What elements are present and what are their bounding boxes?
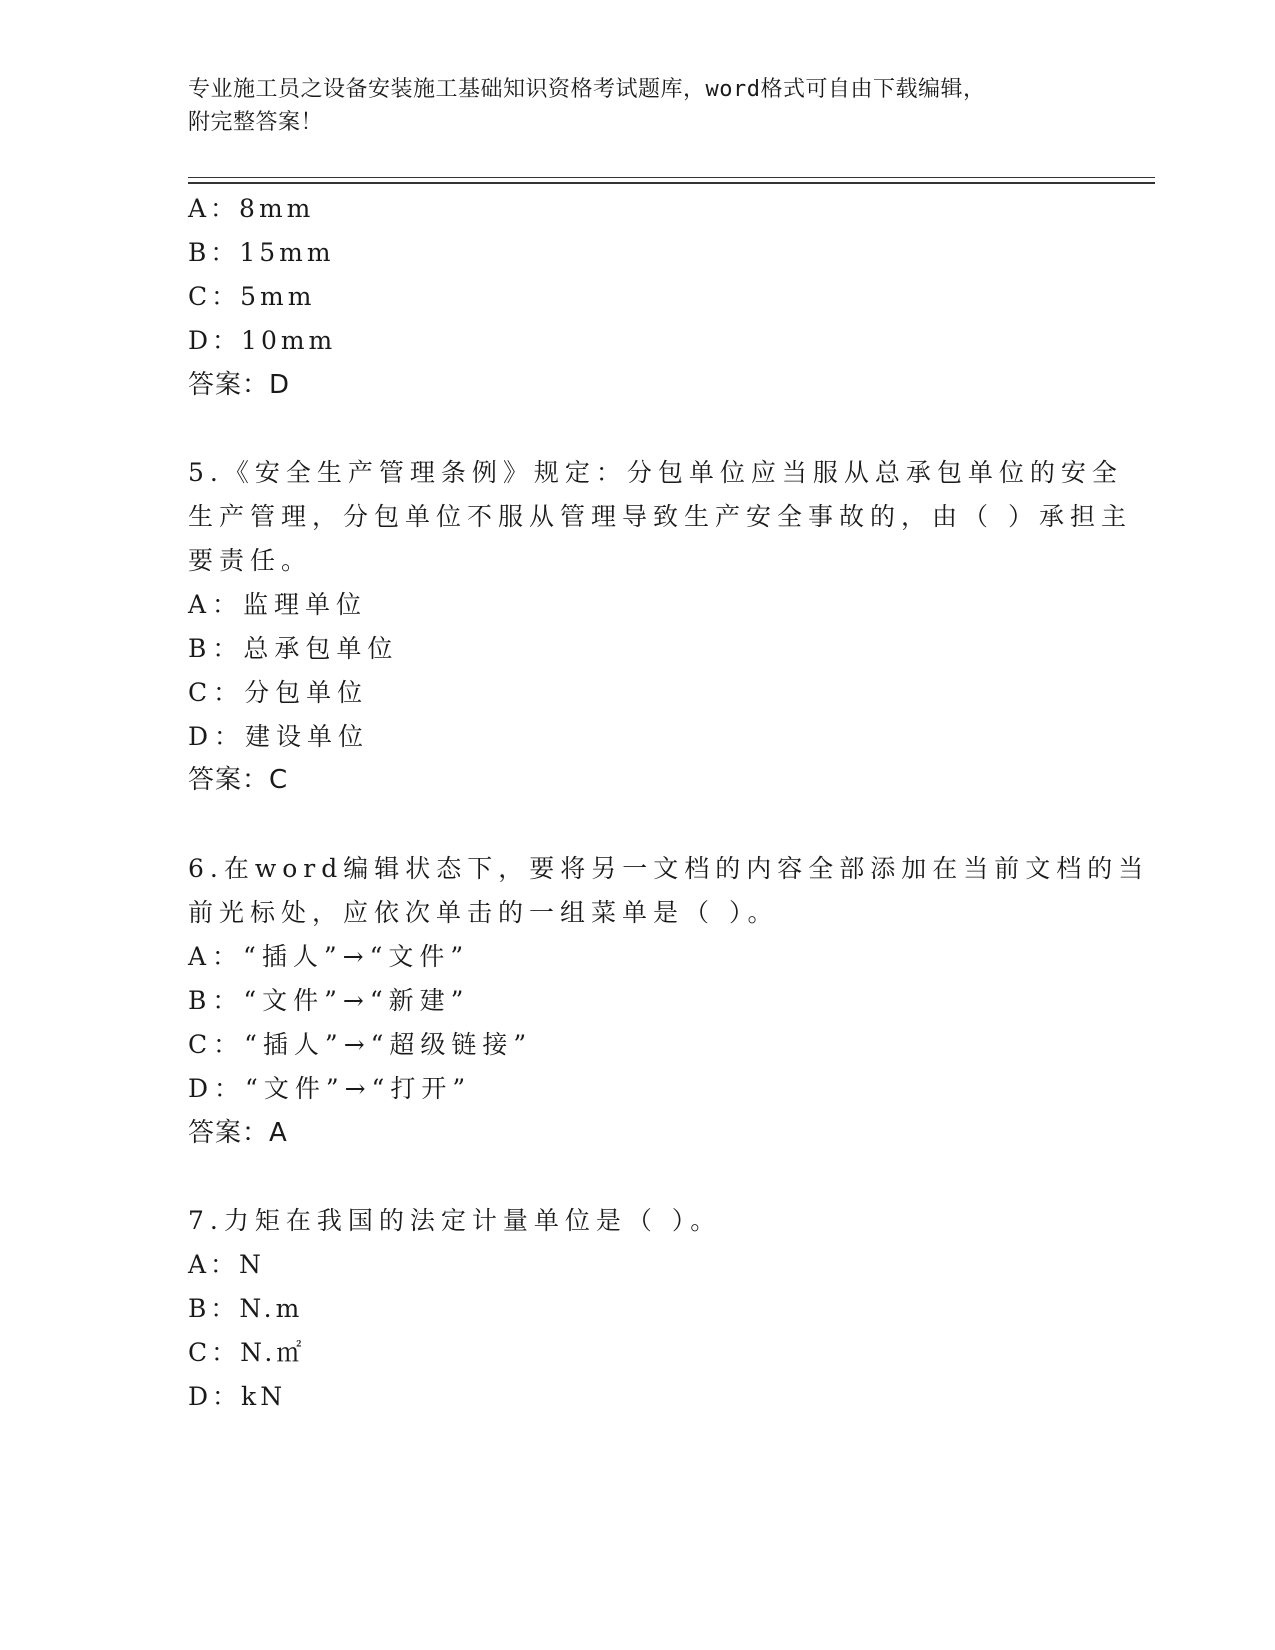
q4-option-a: A：8mm (188, 194, 315, 223)
q7-stem-line-1: 7.力矩在我国的法定计量单位是（ ）。 (188, 1206, 722, 1235)
q6-option-b: B：“文件”→“新建” (188, 986, 470, 1015)
q5-stem-line-1: 5.《安全生产管理条例》规定：分包单位应当服从总承包单位的安全 (188, 458, 1123, 487)
q7-option-d: D：kN (188, 1382, 287, 1411)
q5-stem-line-3: 要责任。 (188, 546, 313, 575)
q5-option-b: B：总承包单位 (188, 634, 399, 663)
q5-option-d: D：建设单位 (188, 722, 370, 751)
q5-option-c: C：分包单位 (188, 678, 369, 707)
header-line-1: 专业施工员之设备安装施工基础知识资格考试题库，word格式可自由下载编辑， (188, 77, 986, 102)
q6-option-c: C：“插人”→“超级链接” (188, 1030, 533, 1059)
header-line-2: 附完整答案！ (188, 110, 324, 135)
q5-answer: 答案：C (188, 765, 289, 795)
q4-option-d: D：10mm (188, 326, 337, 355)
q4-option-c: C：5mm (188, 282, 316, 311)
q5-stem-line-2: 生产管理，分包单位不服从管理导致生产安全事故的，由（ ）承担主 (188, 502, 1132, 531)
q6-stem-line-2: 前光标处，应依次单击的一组菜单是（ ）。 (188, 898, 779, 927)
q7-option-b: B：N.m (188, 1294, 304, 1323)
q4-answer: 答案：D (188, 370, 291, 400)
q7-option-a: A：N (188, 1250, 265, 1279)
q6-answer: 答案：A (188, 1118, 288, 1148)
q5-option-a: A：监理单位 (188, 590, 368, 619)
header-divider-top (188, 177, 1155, 178)
header-divider-bottom (188, 182, 1155, 184)
q4-option-b: B：15mm (188, 238, 335, 267)
q6-option-d: D：“文件”→“打开” (188, 1074, 472, 1103)
q6-stem-line-1: 6.在word编辑状态下，要将另一文档的内容全部添加在当前文档的当 (188, 854, 1150, 883)
document-header (188, 73, 1068, 139)
q7-option-c: C：N.㎡ (188, 1338, 306, 1367)
q6-option-a: A：“插人”→“文件” (188, 942, 470, 971)
